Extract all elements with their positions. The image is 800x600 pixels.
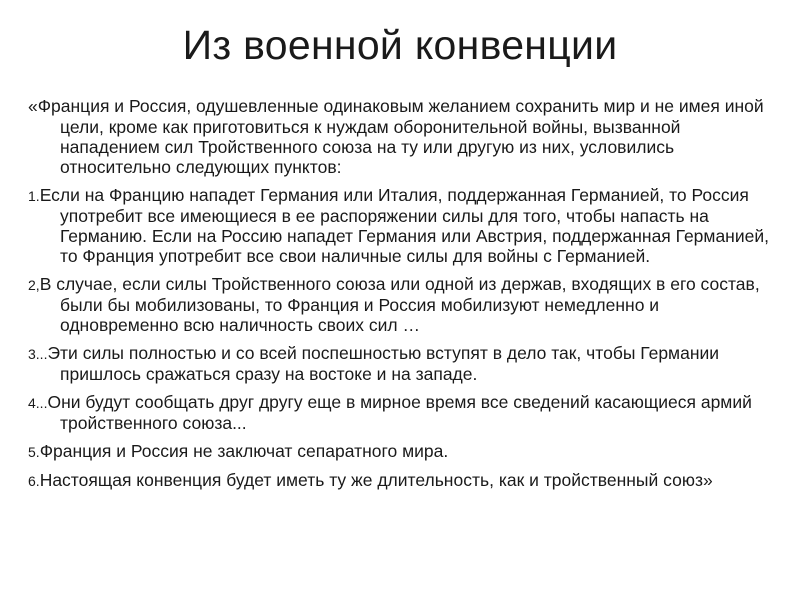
- paragraph-text: Если на Францию нападет Германия или Италия, поддержанная Германией, то Россия употребит все имеющиеся в ее распоряжении силы для того, чтобы напасть на Германию. Если на Россию нападет Германия или Австрия, поддержанная Германией, то Франция употребит все свои наличные силы для войны с Германией.: [39, 185, 769, 266]
- paragraph-number: 5.: [28, 444, 40, 460]
- paragraph-number: 4...: [28, 395, 48, 411]
- point-2-paragraph: [28, 274, 780, 335]
- paragraph-text: Настоящая конвенция будет иметь ту же длительность, как и тройственный союз»: [39, 470, 713, 490]
- paragraph-number: 2,: [28, 277, 40, 293]
- paragraph-text: Франция и Россия не заключат сепаратного мира.: [39, 441, 449, 461]
- point-5-paragraph: [28, 441, 780, 462]
- intro-paragraph: [28, 96, 780, 177]
- slide-content: [28, 96, 780, 499]
- point-4-paragraph: [28, 392, 780, 433]
- point-6-paragraph: [28, 470, 780, 491]
- paragraph-text: Они будут сообщать друг другу еще в мирное время все сведений касающиеся армий тройственного союза...: [47, 392, 752, 433]
- paragraph-number: 6.: [28, 473, 40, 489]
- point-3-paragraph: [28, 343, 780, 384]
- paragraph-text: «Франция и Россия, одушевленные одинаковым желанием сохранить мир и не имея иной цели, кроме как приготовиться к нуждам оборонительной войны, вызванной нападением сил Тройственного союза на ту или другую из них, условились относительно следующих пунктов:: [28, 96, 764, 177]
- paragraph-number: 1.: [28, 188, 40, 204]
- paragraph-number: 3...: [28, 346, 48, 362]
- slide-title: Из военной конвенции: [182, 22, 618, 68]
- paragraph-text: В случае, если силы Тройственного союза или одной из держав, входящих в его состав, были бы мобилизованы, то Франция и Россия мобилизуют немедленно и одновременно всю наличность своих сил …: [39, 274, 760, 335]
- point-1-paragraph: [28, 185, 780, 266]
- paragraph-text: Эти силы полностью и со всей поспешностью вступят в дело так, чтобы Германии пришлось сражаться сразу на востоке и на западе.: [47, 343, 720, 384]
